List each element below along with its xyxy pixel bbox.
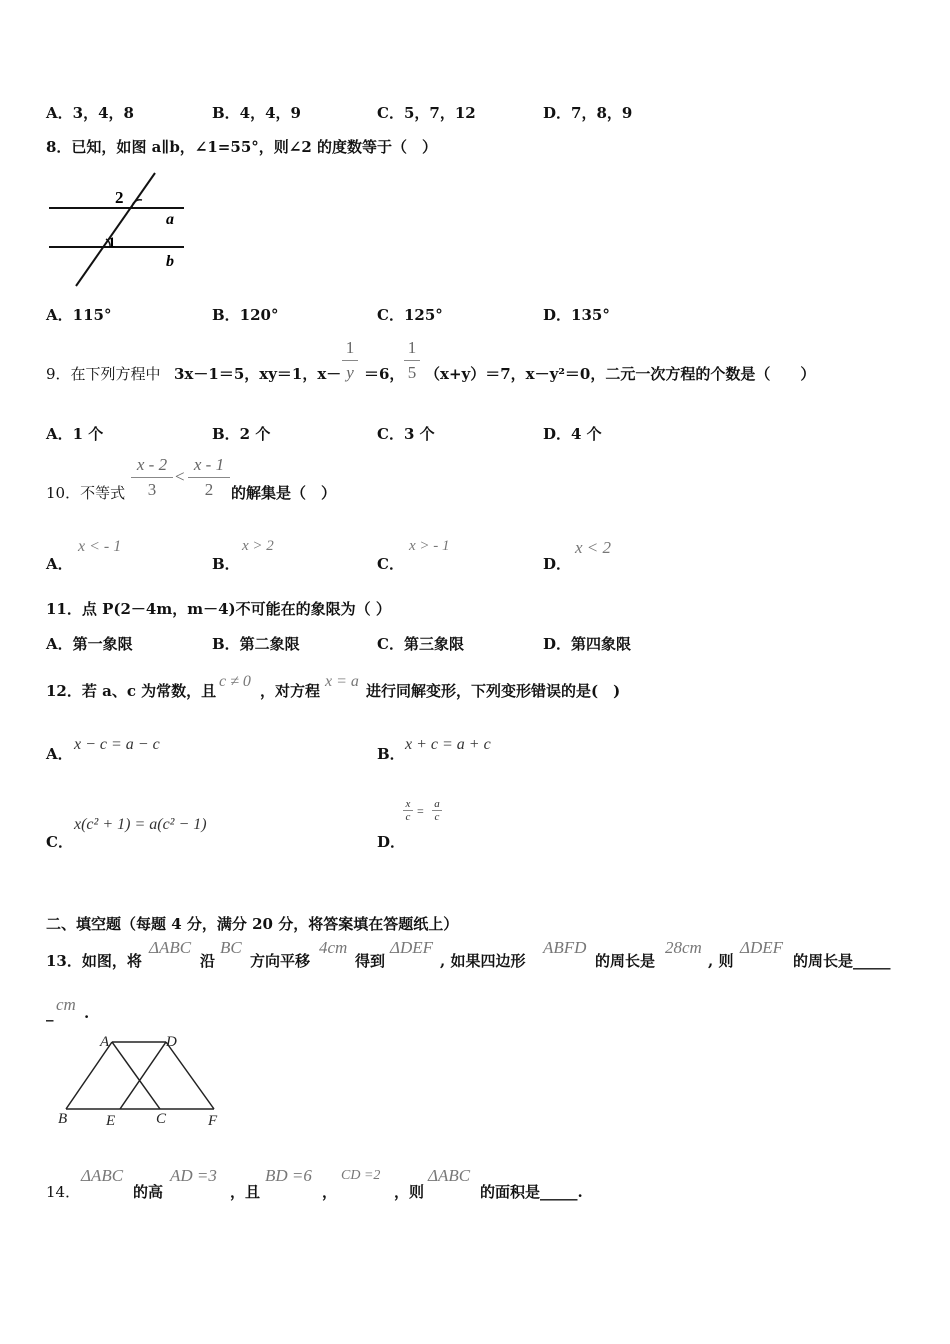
q10-rhs-fraction <box>188 455 230 500</box>
q14-math-triangle-abc-2: ΔABC <box>428 1166 471 1185</box>
q9-option-c: C．3 个 <box>377 425 435 443</box>
label-angle2: 2 <box>115 188 124 207</box>
q10-option-d-label: D． <box>543 555 572 573</box>
q8-option-b: B．120° <box>212 306 279 324</box>
q10-suffix: 的解集是（ ） <box>231 484 337 502</box>
q8-option-d: D．135° <box>543 306 610 324</box>
label-point-b: B <box>58 1111 68 1127</box>
q13-text-7: , 则 <box>708 952 734 970</box>
q8-figure-parallel-lines <box>44 168 189 290</box>
q12-equation: x = a <box>325 673 359 690</box>
segment-df <box>166 1042 214 1109</box>
q12-option-b-label: B． <box>377 745 405 763</box>
q7-option-a: A．3，4，8 <box>46 104 134 122</box>
q10-option-c-label: C． <box>377 555 404 573</box>
q10-option-a-math: x < - 1 <box>78 538 122 555</box>
q13-text-4: 得到 <box>355 952 386 970</box>
q10-option-a-label: A． <box>46 555 73 573</box>
q12-option-a-math: x − c = a − c <box>74 736 160 753</box>
q13-math-triangle-def: ΔDEF <box>390 938 434 957</box>
label-point-c: C <box>156 1111 167 1127</box>
q10-option-b-label: B． <box>212 555 240 573</box>
q9-fraction-1-over-y <box>342 338 358 383</box>
frac-numerator: x - 1 <box>193 455 225 474</box>
q10-option-b-math: x > 2 <box>242 538 274 554</box>
q13-text-2: 沿 <box>200 952 216 970</box>
label-line-a: a <box>166 211 174 228</box>
q7-option-d: D．7，8，9 <box>543 104 633 122</box>
q10-less-than: < <box>175 467 185 486</box>
fraction-bar <box>131 477 173 478</box>
q14-math-bd: BD =6 <box>265 1166 312 1185</box>
angle2-arc <box>132 200 142 208</box>
fraction-bar <box>404 360 420 361</box>
q9-prefix: 9．在下列方程中 <box>46 365 161 383</box>
q13-text-3: 方向平移 <box>250 952 311 970</box>
q7-option-c: C．5，7，12 <box>377 104 476 122</box>
q14-math-triangle-abc: ΔABC <box>81 1166 124 1185</box>
q14-text-4: ， <box>322 1183 338 1201</box>
q13-period: . <box>84 1004 90 1022</box>
q12-part2: ，对方程 <box>260 682 321 700</box>
segment-ac <box>112 1042 160 1109</box>
q12-option-d-frac-x-over-c <box>403 798 413 823</box>
frac-numerator: 1 <box>407 338 417 357</box>
q13-math-triangle-abc: ΔABC <box>149 938 192 957</box>
q10-option-c-math: x > - 1 <box>409 538 450 554</box>
q14-text-5: ，则 <box>394 1183 425 1201</box>
label-angle1: 1 <box>108 235 116 251</box>
q11-option-b: B．第二象限 <box>212 635 300 653</box>
q12-option-d-frac-a-over-c <box>432 798 442 823</box>
q10-lhs-fraction <box>131 455 173 500</box>
label-line-b: b <box>166 253 174 270</box>
q14-text-6: 的面积是_____. <box>480 1183 583 1201</box>
label-point-f: F <box>208 1113 218 1129</box>
q14-math-cd: CD =2 <box>341 1168 381 1183</box>
q9-option-a: A．1 个 <box>46 425 104 443</box>
q8-option-c: C．125° <box>377 306 443 324</box>
frac-denominator: 5 <box>407 363 417 382</box>
frac-denominator: c <box>405 811 411 823</box>
q14-text-2: 的高 <box>133 1183 164 1201</box>
frac-numerator: x - 2 <box>136 455 168 474</box>
frac-numerator: x <box>405 798 411 810</box>
frac-denominator: c <box>434 811 440 823</box>
q12-option-a-label: A． <box>46 745 73 763</box>
q13-text-5: , 如果四边形 <box>440 952 526 970</box>
q11-option-a: A．第一象限 <box>46 635 133 653</box>
q14-text-3: ，且 <box>230 1183 261 1201</box>
frac-denominator: 3 <box>147 480 157 499</box>
q12-option-c-label: C． <box>46 833 73 851</box>
frac-denominator: y <box>346 363 354 382</box>
q12-option-d-label: D． <box>377 833 406 851</box>
q13-text-1: 13．如图，将 <box>46 952 142 970</box>
frac-numerator: 1 <box>345 338 355 357</box>
q13-math-28cm: 28cm <box>665 938 702 957</box>
q11-stem: 11．点 P(2－4m，m－4)不可能在的象限为（ ） <box>46 600 391 618</box>
frac-numerator: a <box>434 798 440 810</box>
q12-option-c-math: x(c² + 1) = a(c² − 1) <box>74 816 207 833</box>
q12-option-d-equals: = <box>417 804 424 818</box>
section2-heading: 二、填空题（每题 4 分，满分 20 分，将答案填在答题纸上） <box>46 915 459 933</box>
label-point-e: E <box>106 1113 116 1129</box>
q10-option-d-math: x < 2 <box>575 538 612 557</box>
q11-option-d: D．第四象限 <box>543 635 632 653</box>
q8-option-a: A．115° <box>46 306 112 324</box>
q11-option-c: C．第三象限 <box>377 635 464 653</box>
q12-part1: 12．若 a、c 为常数，且 <box>46 682 217 700</box>
q14-math-ad: AD =3 <box>170 1166 217 1185</box>
q9-eq2: ＝6， <box>364 365 405 383</box>
q13-figure-translated-triangles <box>56 1030 226 1130</box>
q13-math-abfd: ABFD <box>543 938 587 957</box>
q13-text-8: 的周长是_____ <box>793 952 891 970</box>
q7-option-b: B．4，4，9 <box>212 104 301 122</box>
q9-eq1: 3x－1＝5，xy＝1，x－ <box>174 365 342 383</box>
fraction-bar <box>342 360 358 361</box>
q9-option-b: B．2 个 <box>212 425 271 443</box>
q13-math-4cm: 4cm <box>319 938 348 957</box>
q13-text-6: 的周长是 <box>595 952 656 970</box>
fraction-bar <box>188 477 230 478</box>
segment-ab <box>66 1042 112 1109</box>
q12-option-b-math: x + c = a + c <box>405 736 491 753</box>
q12-condition: c ≠ 0 <box>219 673 251 690</box>
q13-math-bc: BC <box>220 938 242 957</box>
q13-answer-blank: _ <box>46 1004 54 1022</box>
label-point-d: D <box>166 1034 177 1050</box>
label-point-a: A <box>100 1034 110 1050</box>
q9-option-d: D．4 个 <box>543 425 602 443</box>
q13-math-cm: cm <box>56 995 76 1014</box>
q12-part3: 进行同解变形，下列变形错误的是( ) <box>366 682 621 700</box>
q9-fraction-1-over-5 <box>404 338 420 383</box>
frac-denominator: 2 <box>204 480 214 499</box>
q10-prefix: 10．不等式 <box>46 484 126 502</box>
segment-de <box>120 1042 166 1109</box>
q14-number: 14． <box>46 1183 81 1201</box>
q8-stem: 8．已知，如图 a∥b，∠1=55°，则∠2 的度数等于（ ） <box>46 138 437 156</box>
q9-eq3: （x+y）＝7，x－y²＝0，二元一次方程的个数是（ ） <box>425 365 816 383</box>
q13-math-triangle-def-2: ΔDEF <box>740 938 784 957</box>
